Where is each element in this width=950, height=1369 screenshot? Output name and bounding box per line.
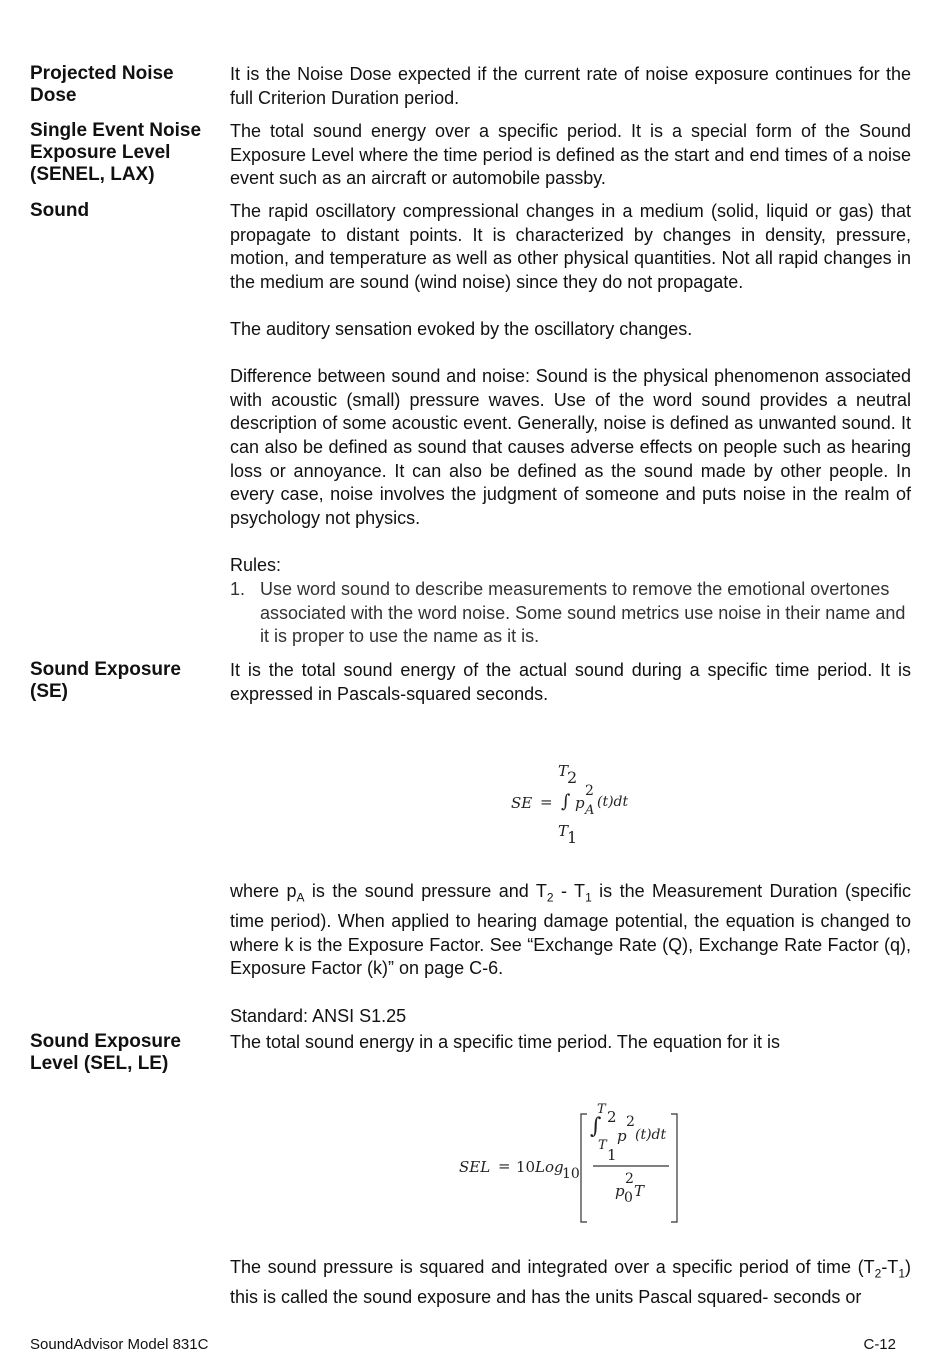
def-sel: The total sound energy in a specific time period. The equation for it is bbox=[230, 1032, 780, 1052]
def-sound-exposure: It is the total sound energy of the actual sound during a specific time period. It is expressed in Pascals-squared seconds. bbox=[230, 660, 911, 704]
def-sound-exposure-where: where $p_A$ is the sound pressure and $T_2 - T_1$ is the Measurement Duration (specific time period). When applied to hearing damage potential, the equation is changed to where k is the Exposure Factor. See “Exchange Rate (Q), Exchange Rate Factor (q), Exposure Factor (k)” on page C-6. Standard: ANSI S1.25 bbox=[230, 880, 911, 1028]
rule-text: Use word sound to describe measurements to remove the emotional overtones associated with the word noise. Some sound metrics use noise in their name and it is proper to use the name as it is. bbox=[260, 579, 906, 647]
se-equation: SE = T 2 ∫ p 2 A (t)dt T 1 bbox=[511, 762, 629, 847]
footer-page-number: C-12 bbox=[863, 1336, 896, 1353]
sound-para-1: The rapid oscillatory compressional changes in a medium (solid, liquid or gas) that propagate to distant points. It is characterized by changes in density, pressure, motion, and temperature as well as other physical quantities. Not all rapid changes in the medium are sound (wind noise) since they do not propagate. bbox=[230, 201, 911, 292]
sel-equation: SEL = 10 Log 10 ∫ T 2 T 1 p 2 (t)dt 2 p 0 T bbox=[455, 1100, 695, 1230]
sound-para-2: The auditory sensation evoked by the oscillatory changes. bbox=[230, 318, 693, 339]
rule-number: 1. bbox=[230, 579, 246, 599]
rules-list bbox=[230, 578, 911, 649]
def-senel: The total sound energy over a specific period. It is a special form of the Sound Exposure Level where the time period is defined as the start and end times of a noise event such as an aircraft or automobile passby. bbox=[230, 121, 911, 189]
footer-product: SoundAdvisor Model 831C bbox=[30, 1336, 209, 1353]
def-sel-after: The sound pressure is squared and integrated over a specific period of time $(T_2-T_1)$ this is called the sound exposure and has the units Pascal squared- seconds or bbox=[230, 1257, 911, 1308]
rules-label: Rules: bbox=[230, 554, 282, 575]
def-projected-noise-dose: It is the Noise Dose expected if the current rate of noise exposure continues for the full Criterion Duration period. bbox=[230, 64, 911, 108]
term-sound: Sound bbox=[30, 200, 90, 221]
sound-para-3: Difference between sound and noise: Sound is the physical phenomenon associated with acoustic (small) pressure waves. Use of the word sound provides a neutral description of some acoustic event. Generally, noise is defined as unwanted sound. It can also be defined as sound that causes adverse effects on people such as hearing loss or annoyance. It can also be defined as the sound made by other people. In every case, noise involves the judgment of someone and puts noise in the realm of psychology not physics. bbox=[230, 366, 911, 528]
term-sel: Sound Exposure Level (SEL, LE) bbox=[30, 1031, 181, 1074]
term-projected-noise-dose: Projected Noise Dose bbox=[30, 63, 174, 106]
term-senel: Single Event Noise Exposure Level (SENEL, LAX) bbox=[30, 120, 202, 185]
term-sound-exposure: Sound Exposure (SE) bbox=[30, 659, 181, 702]
standard-label: Standard: ANSI S1.25 bbox=[230, 1005, 407, 1026]
def-sound bbox=[230, 200, 911, 578]
